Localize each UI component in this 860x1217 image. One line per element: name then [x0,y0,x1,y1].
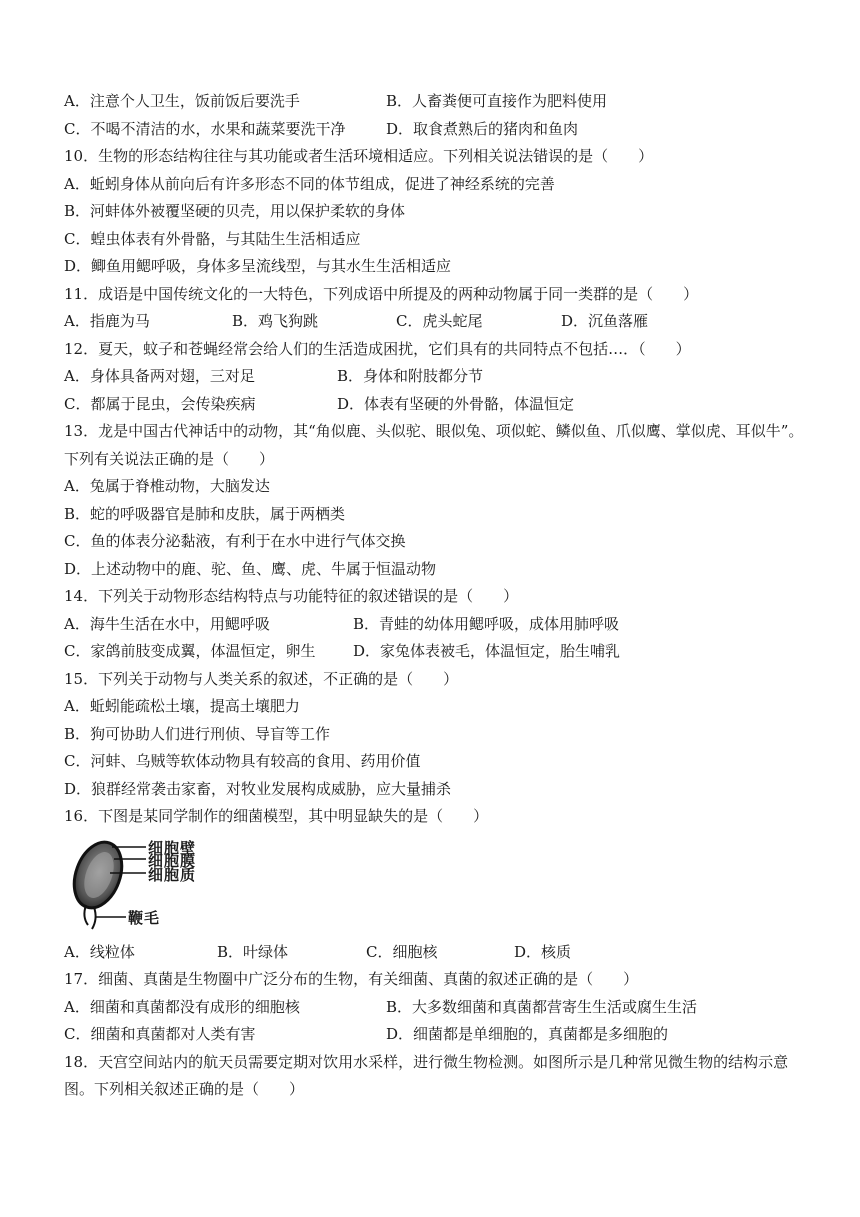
q9-option-d: D．取食煮熟后的猪肉和鱼肉 [386,119,579,138]
q11-option-c: C．虎头蛇尾 [396,312,483,330]
q13-option-a: A．兔属于脊椎动物，大脑发达 [64,477,270,495]
q12-option-b: B．身体和附肢都分节 [337,367,484,385]
q14-stem: 14．下列关于动物形态结构特点与功能特征的叙述错误的是（ ） [64,587,519,605]
q11-option-a: A．指鹿为马 [64,312,150,330]
q17-option-c: C．细菌和真菌都对人类有害 [64,1025,256,1043]
q12-option-a: A．身体具备两对翅，三对足 [64,367,255,385]
q10-option-b: B．河蚌体外被覆坚硬的贝壳，用以保护柔软的身体 [64,202,406,220]
q11-option-d: D．沉鱼落雁 [561,312,649,330]
label-cytoplasm: 细胞质 [148,865,197,884]
q9-row-1 [64,88,824,116]
q17-stem: 17．细菌、真菌是生物圈中广泛分布的生物，有关细菌、真菌的叙述正确的是（ ） [64,970,639,988]
q14-row-2 [64,638,824,666]
q14-option-d: D．家兔体表被毛，体温恒定，胎生哺乳 [353,642,621,660]
q11-options-row [64,308,824,336]
q13-stem-continued: 下列有关说法正确的是（ ） [64,449,275,468]
q12-stem: 12．夏天，蚊子和苍蝇经常会给人们的生活造成困扰，它们具有的共同特点不包括…．（ ） [64,339,691,358]
label-cell-wall: 细胞壁 [148,838,197,857]
q17-row-2 [64,1021,824,1049]
q16-option-b: B．叶绿体 [217,942,289,961]
exam-page [64,88,824,1104]
q14-option-a: A．海牛生活在水中，用鳃呼吸 [64,614,270,633]
q9-option-a: A．注意个人卫生，饭前饭后要洗手 [64,92,300,110]
q9-row-2 [64,116,824,144]
q16-option-c: C．细胞核 [366,942,438,961]
q9-option-c: C．不喝不清洁的水，水果和蔬菜要洗干净 [64,119,346,138]
label-flagellum: 鞭毛 [128,908,161,927]
q16-options-row [64,939,824,967]
q17-option-a: A．细菌和真菌都没有成形的细胞核 [64,997,300,1016]
q10-option-c: C．蝗虫体表有外骨骼，与其陆生生活相适应 [64,229,361,248]
q14-row-1 [64,611,824,639]
label-cell-membrane: 细胞膜 [148,851,197,870]
q17-option-b: B．大多数细菌和真菌都营寄生生活或腐生生活 [386,997,698,1016]
q12-option-d: D．体表有坚硬的外骨骼，体温恒定 [337,394,575,413]
q13-option-b: B．蛇的呼吸器官是肺和皮肤，属于两栖类 [64,504,346,523]
q11-stem: 11．成语是中国传统文化的一大特色，下列成语中所提及的两种动物属于同一类群的是（ ） [64,284,699,303]
q18-stem-continued: 图。下列相关叙述正确的是（ ） [64,1080,305,1098]
q13-option-d: D．上述动物中的鹿、驼、鱼、鹰、虎、牛属于恒温动物 [64,559,437,578]
q16-option-d: D．核质 [514,942,572,961]
q17-option-d: D．细菌都是单细胞的，真菌都是多细胞的 [386,1025,669,1043]
q12-option-c: C．都属于昆虫，会传染疾病 [64,394,256,413]
q15-option-c: C．河蚌、乌贼等软体动物具有较高的食用、药用价值 [64,752,421,770]
q17-row-1 [64,994,824,1022]
q10-stem: 10．生物的形态结构往往与其功能或者生活环境相适应。下列相关说法错误的是（ ） [64,147,654,165]
bacteria-model-diagram [64,835,824,931]
q14-option-c: C．家鸽前肢变成翼，体温恒定，卵生 [64,642,316,660]
q10-option-a: A．蚯蚓身体从前向后有许多形态不同的体节组成，促进了神经系统的完善 [64,174,555,193]
q15-option-d: D．狼群经常袭击家畜，对牧业发展构成威胁，应大量捕杀 [64,779,452,798]
q13-stem: 13．龙是中国古代神话中的动物，其“角似鹿、头似驼、眼似兔、项似蛇、鳞似鱼、爪似鹰、掌似虎、耳似牛”。 [64,422,804,440]
q13-option-c: C．鱼的体表分泌黏液，有利于在水中进行气体交换 [64,532,406,550]
q12-row-1 [64,363,824,391]
q18-stem: 18．天宫空间站内的航天员需要定期对饮用水采样，进行微生物检测。如图所示是几种常见微生物的结构示意 [64,1052,789,1071]
q15-stem: 15．下列关于动物与人类关系的叙述，不正确的是（ ） [64,669,459,688]
q16-option-a: A．线粒体 [64,942,135,961]
q9-option-b: B．人畜粪便可直接作为肥料使用 [386,92,608,110]
q15-option-a: A．蚯蚓能疏松土壤，提高土壤肥力 [64,697,300,715]
q12-row-2 [64,391,824,419]
q15-option-b: B．狗可协助人们进行刑侦、导盲等工作 [64,724,331,743]
q16-stem: 16．下图是某同学制作的细菌模型，其中明显缺失的是（ ） [64,807,489,825]
q11-option-b: B．鸡飞狗跳 [232,312,319,330]
q14-option-b: B．青蛙的幼体用鳃呼吸，成体用肺呼吸 [353,614,620,633]
q10-option-d: D．鲫鱼用鳃呼吸，身体多呈流线型，与其水生生活相适应 [64,257,452,275]
